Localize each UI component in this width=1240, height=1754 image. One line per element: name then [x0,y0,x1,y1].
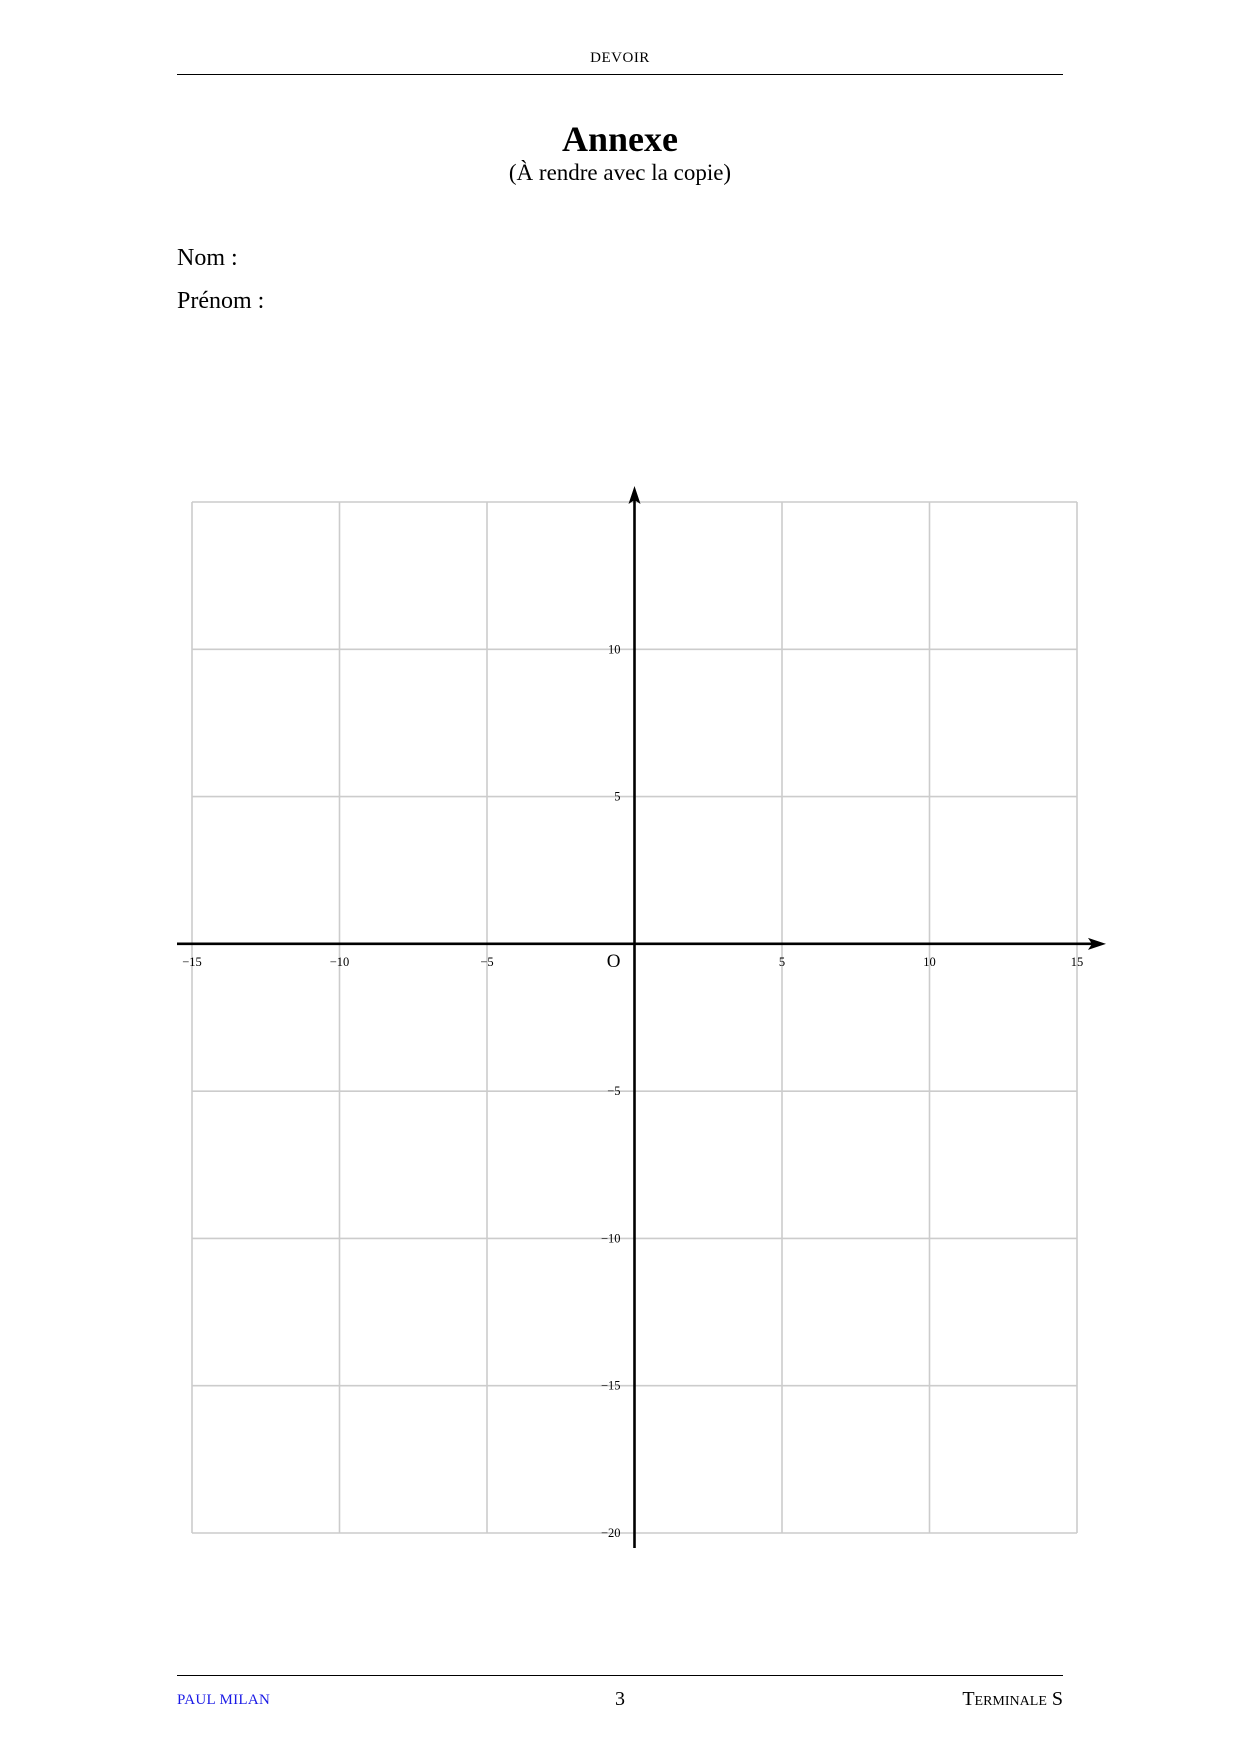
page-subtitle: (À rendre avec la copie) [508,160,732,185]
footer-author: PAUL MILAN [177,1692,271,1708]
prenom-field-label: Prénom : [177,288,265,314]
footer-class: Terminale S [962,1688,1063,1710]
axes [177,486,1106,1548]
x-tick-label: −10 [329,954,350,969]
page-number: 3 [615,1688,625,1710]
nom-field-label: Nom : [177,245,238,271]
footer-rule [177,1675,1063,1676]
y-tick-label: −20 [600,1526,621,1540]
x-tick-label: 15 [1070,954,1084,969]
y-tick-label: 10 [608,642,621,657]
running-header: DEVOIR [590,50,650,66]
x-tick-label: −15 [182,954,202,969]
y-tick-label: 5 [614,789,621,804]
y-tick-label: −10 [600,1231,621,1246]
x-tick-label: −5 [480,954,494,969]
origin-label: O [606,950,621,972]
y-tick-label: −15 [600,1378,621,1393]
x-tick-label: 10 [923,954,936,969]
page-title: Annexe [562,119,678,159]
x-tick-label: 5 [778,954,786,969]
y-tick-label: −5 [607,1084,621,1099]
